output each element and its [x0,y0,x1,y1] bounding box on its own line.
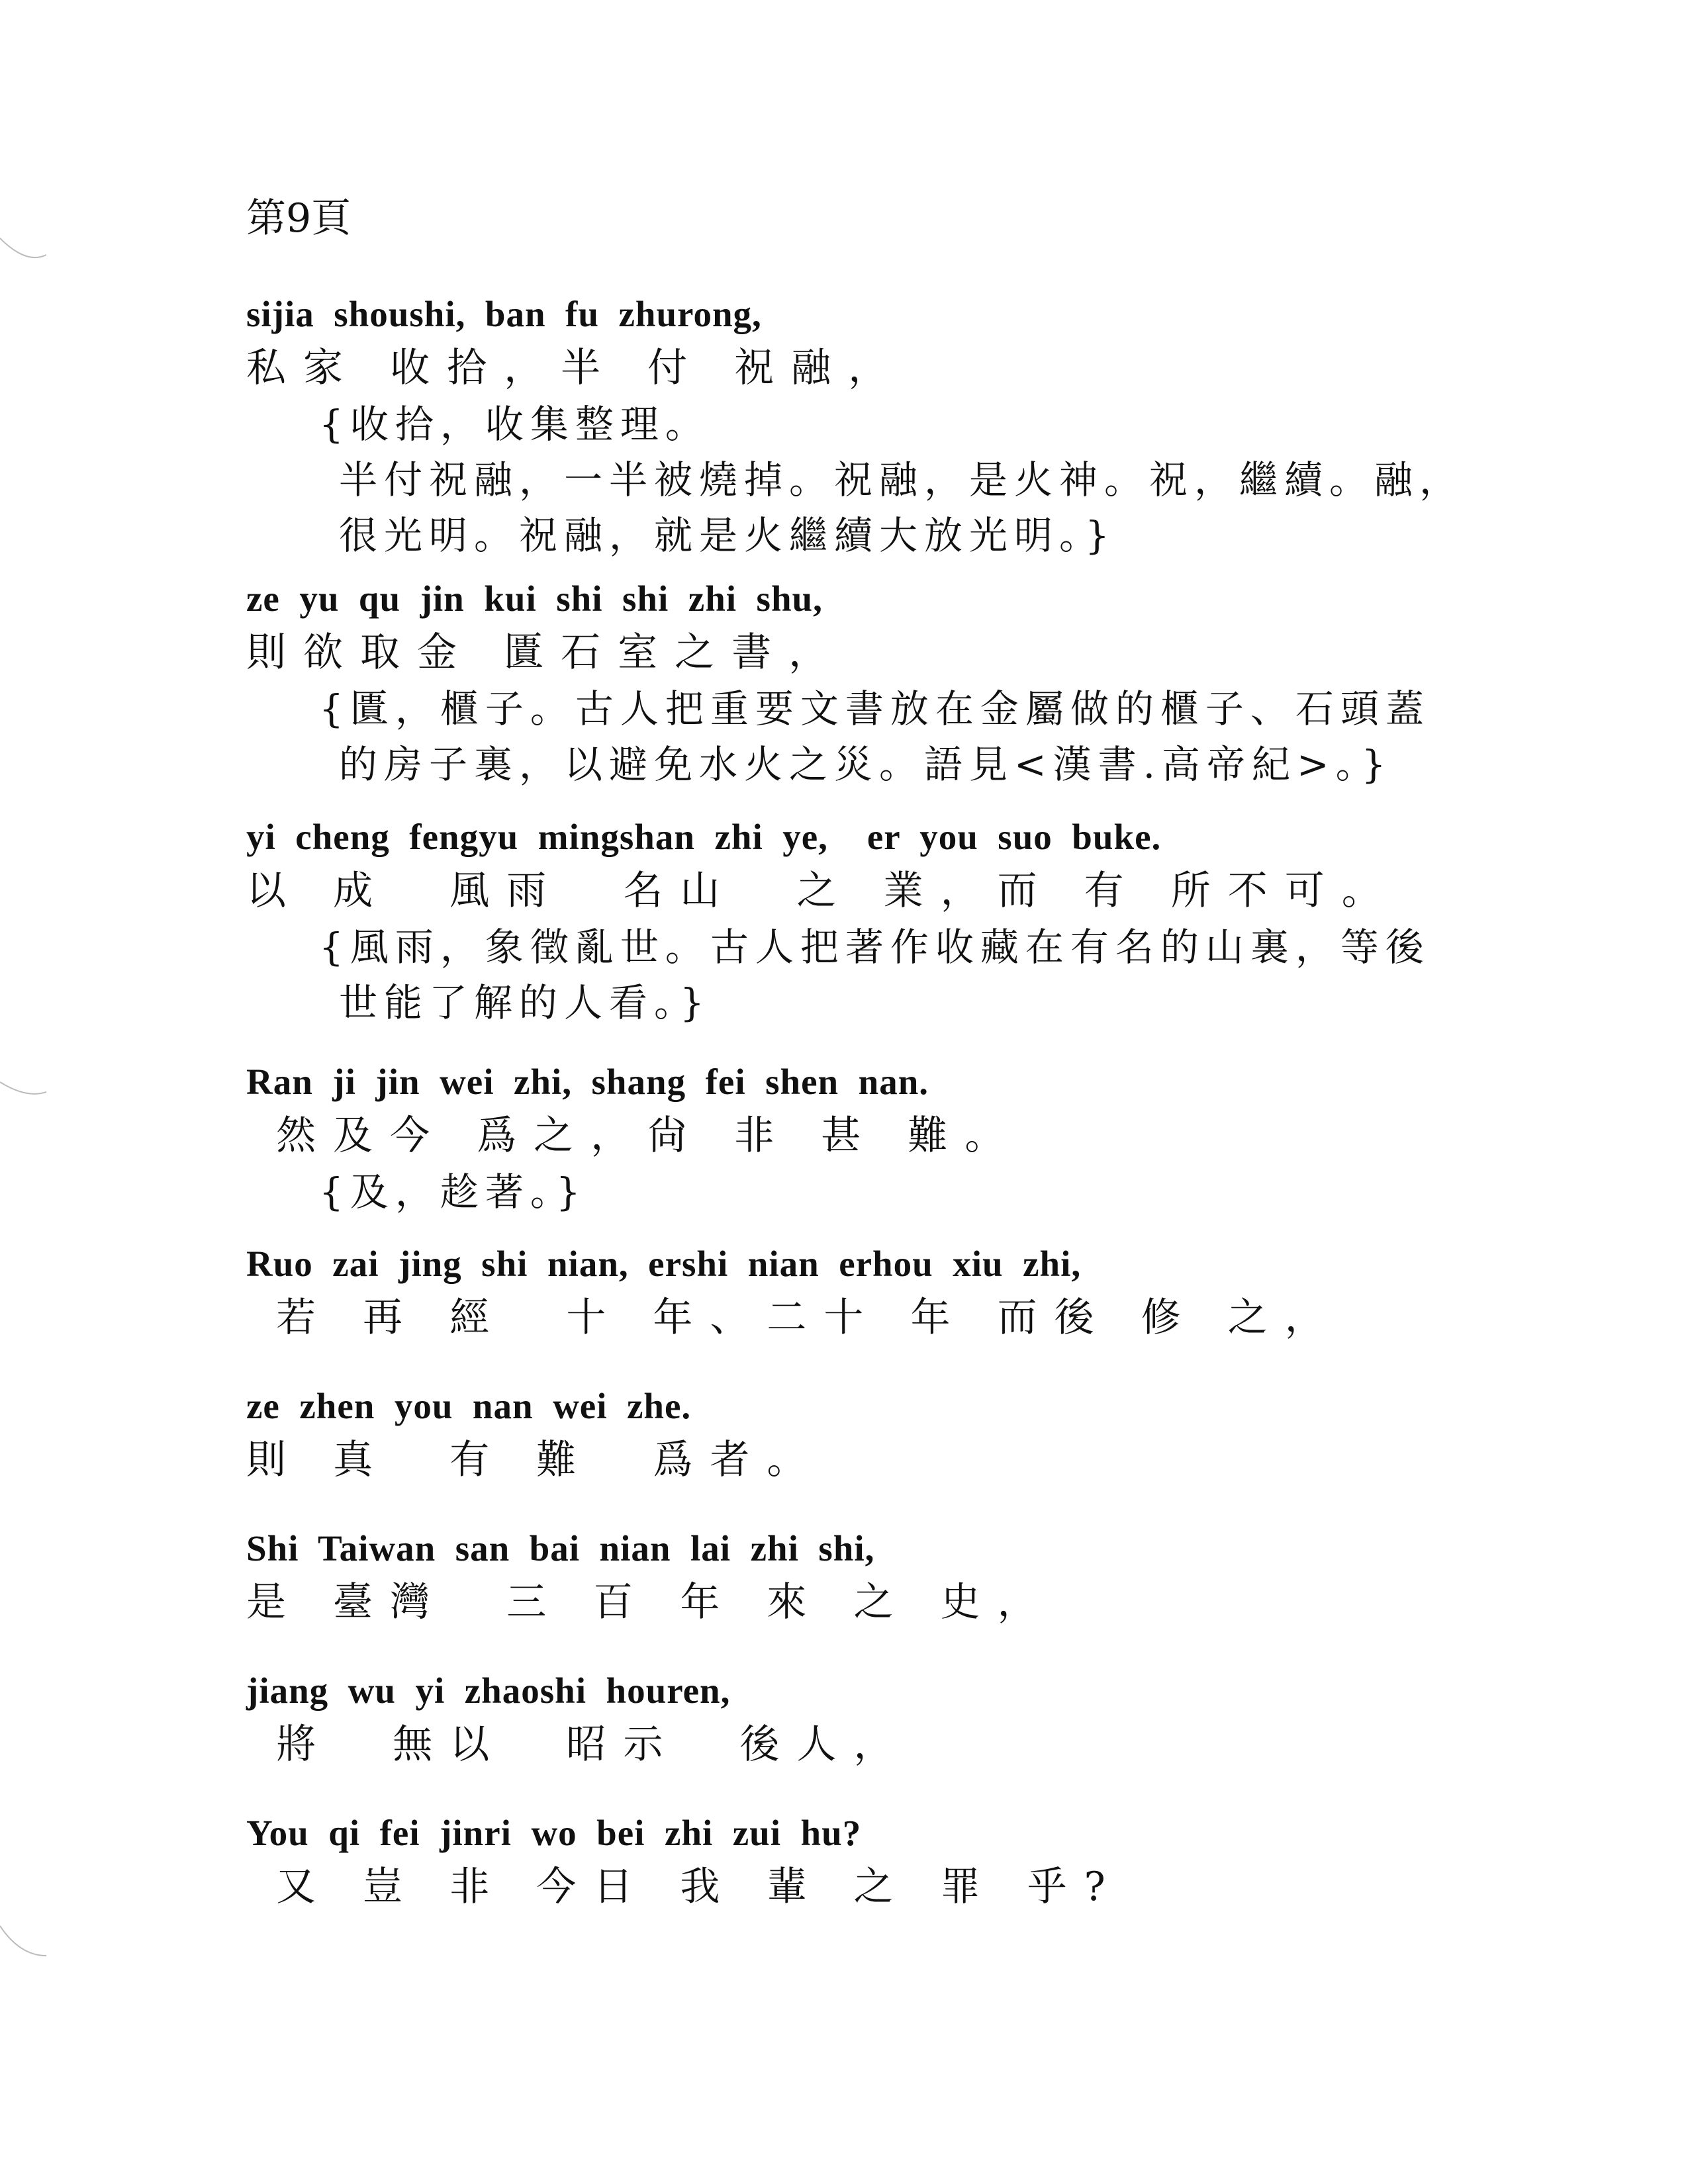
note-line: 半付祝融，一半被燒掉。祝融，是火神。祝，繼續。融， [339,457,1465,502]
pinyin-line: yi cheng fengyu mingshan zhi ye, er you suo buke. [246,817,1162,857]
chinese-line: 私家 收拾，半 付 祝融， [246,345,906,391]
chinese-line: 是 臺灣 三 百 年 來 之 史， [246,1579,1055,1625]
note-line: 很光明。祝融，就是火繼續大放光明。} [339,513,1116,558]
chinese-line: 若 再 經 十 年、二十 年 而後 修 之， [246,1295,1342,1341]
page-number: 第9頁 [246,195,352,242]
verse-block [246,291,1504,561]
pinyin-line: Shi Taiwan san bai nian lai zhi shi, [246,1528,875,1569]
pinyin-line: ze zhen you nan wei zhe. [246,1386,692,1426]
note-line: {及，趁著。} [319,1169,587,1214]
punch-hole-mark [0,1066,46,1112]
note-line: 的房子裏，以避免水火之災。語見<漢書.高帝紀>。} [339,742,1393,787]
verse-block [246,1383,1504,1486]
verse-block [246,1810,1504,1913]
note-line: {匱，櫃子。古人把重要文書放在金屬做的櫃子、石頭蓋 [319,686,1430,731]
chinese-line: 又 豈 非 今日 我 輩 之 罪 乎? [246,1864,1123,1910]
chinese-line: 以 成 風雨 名山 之 業，而 有 所不可。 [246,868,1399,914]
punch-hole-mark [0,225,46,271]
verse-block [246,1241,1504,1344]
verse-block [246,1525,1504,1629]
pinyin-line: jiang wu yi zhaoshi houren, [246,1670,731,1711]
chinese-line: 則 真 有 難 爲者。 [246,1437,824,1483]
note-line: {收拾，收集整理。 [319,402,710,447]
verse-block [246,1059,1504,1218]
pinyin-line: Ruo zai jing shi nian, ershi nian erhou xiu zhi, [246,1244,1082,1284]
pinyin-line: ze yu qu jin kui shi shi zhi shu, [246,578,823,619]
punch-hole-mark [0,1919,46,1966]
verse-block [246,1668,1504,1771]
chinese-line: 然及今 爲之，尙 非 甚 難。 [246,1113,1022,1159]
note-line: 世能了解的人看。} [339,980,711,1025]
pinyin-line: You qi fei jinri wo bei zhi zui hu? [246,1813,862,1853]
verse-block [246,814,1504,1028]
chinese-line: 將 無以 昭示 後人， [246,1721,911,1768]
pinyin-line: sijia shoushi, ban fu zhurong, [246,294,762,334]
note-line: {風雨，象徵亂世。古人把著作收藏在有名的山裏，等後 [319,925,1430,970]
chinese-line: 則欲取金 匱石室之書， [246,629,846,676]
pinyin-line: Ran ji jin wei zhi, shang fei shen nan. [246,1062,929,1102]
verse-block [246,576,1504,790]
